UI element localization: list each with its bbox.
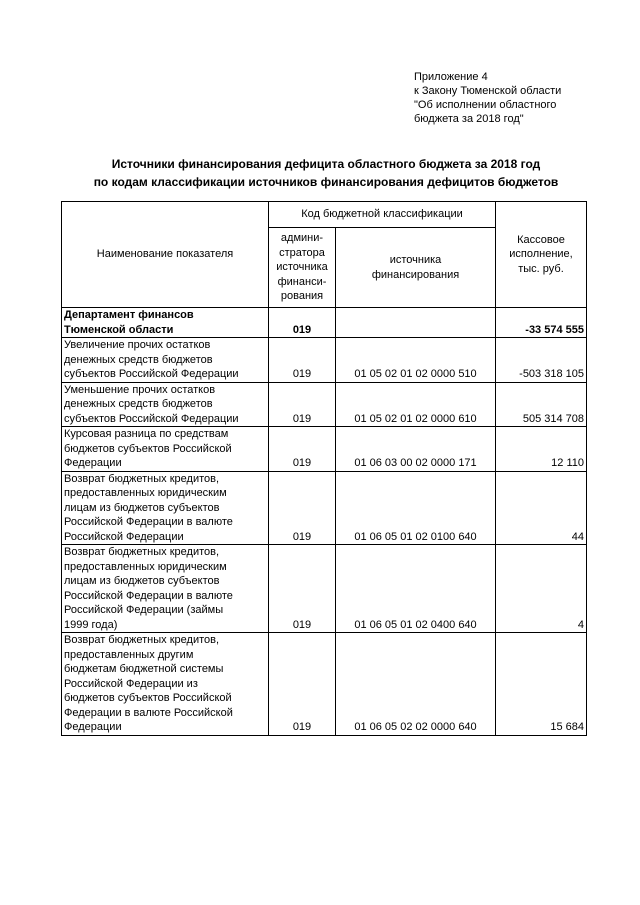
header-amount: Кассовое исполнение, тыс. руб. <box>496 202 587 308</box>
row-amount: 15 684 <box>496 633 587 736</box>
appendix-line: бюджета за 2018 год" <box>414 113 524 125</box>
appendix-line: Приложение 4 <box>414 71 488 83</box>
row-amount: -503 318 105 <box>496 338 587 383</box>
row-name: Возврат бюджетных кредитов, предоставленных юридическим лицам из бюджетов субъектов Российской Федерации в валюте Российской Федерации (займы 1999 года) <box>62 545 269 633</box>
row-admin-code: 019 <box>269 427 336 472</box>
row-admin-code: 019 <box>269 308 336 338</box>
header-code-group: Код бюджетной классификации <box>269 202 496 228</box>
row-source-code: 01 06 05 01 02 0400 640 <box>336 545 496 633</box>
appendix-line: "Об исполнении областного <box>414 99 557 111</box>
row-source-code: 01 05 02 01 02 0000 610 <box>336 382 496 427</box>
appendix-line: к Закону Тюменской области <box>414 85 562 97</box>
row-name: Курсовая разница по средствам бюджетов субъектов Российской Федерации <box>62 427 269 472</box>
row-source-code: 01 06 05 02 02 0000 640 <box>336 633 496 736</box>
row-name: Департамент финансов Тюменской области <box>62 308 269 338</box>
row-amount: 4 <box>496 545 587 633</box>
title-line-1: Источники финансирования дефицита областного бюджета за 2018 год <box>111 157 541 171</box>
sources-table <box>61 201 587 736</box>
row-admin-code: 019 <box>269 338 336 383</box>
row-name: Возврат бюджетных кредитов, предоставленных другим бюджетам бюджетной системы Российской Федерации из бюджетов субъектов Российской Федерации в валюте Российской Федерации <box>62 633 269 736</box>
table-row <box>62 633 587 736</box>
row-source-code: 01 06 05 01 02 0100 640 <box>336 471 496 545</box>
header-row-1 <box>62 202 587 228</box>
row-name: Увеличение прочих остатков денежных средств бюджетов субъектов Российской Федерации <box>62 338 269 383</box>
row-name: Возврат бюджетных кредитов, предоставленных юридическим лицам из бюджетов субъектов Российской Федерации в валюте Российской Федерации <box>62 471 269 545</box>
row-admin-code: 019 <box>269 633 336 736</box>
table-body <box>62 308 587 736</box>
row-source-code: 01 05 02 01 02 0000 510 <box>336 338 496 383</box>
header-name: Наименование показателя <box>62 202 269 308</box>
document-title <box>0 155 640 191</box>
table-row <box>62 308 587 338</box>
table-row <box>62 545 587 633</box>
row-amount: 12 110 <box>496 427 587 472</box>
row-name: Уменьшение прочих остатков денежных средств бюджетов субъектов Российской Федерации <box>62 382 269 427</box>
row-amount: 505 314 708 <box>496 382 587 427</box>
row-source-code: 01 06 03 00 02 0000 171 <box>336 427 496 472</box>
header-source: источника финансирования <box>336 228 496 308</box>
row-admin-code: 019 <box>269 545 336 633</box>
title-line-2: по кодам классификации источников финансирования дефицитов бюджетов <box>93 175 559 189</box>
table-row <box>62 338 587 383</box>
row-admin-code: 019 <box>269 382 336 427</box>
table-row <box>62 471 587 545</box>
table-row <box>62 427 587 472</box>
row-amount: 44 <box>496 471 587 545</box>
row-admin-code: 019 <box>269 471 336 545</box>
table-row <box>62 382 587 427</box>
row-source-code <box>336 308 496 338</box>
appendix-note <box>414 70 561 126</box>
header-admin: админи- стратора источника финанси- рования <box>269 228 336 308</box>
row-amount: -33 574 555 <box>496 308 587 338</box>
